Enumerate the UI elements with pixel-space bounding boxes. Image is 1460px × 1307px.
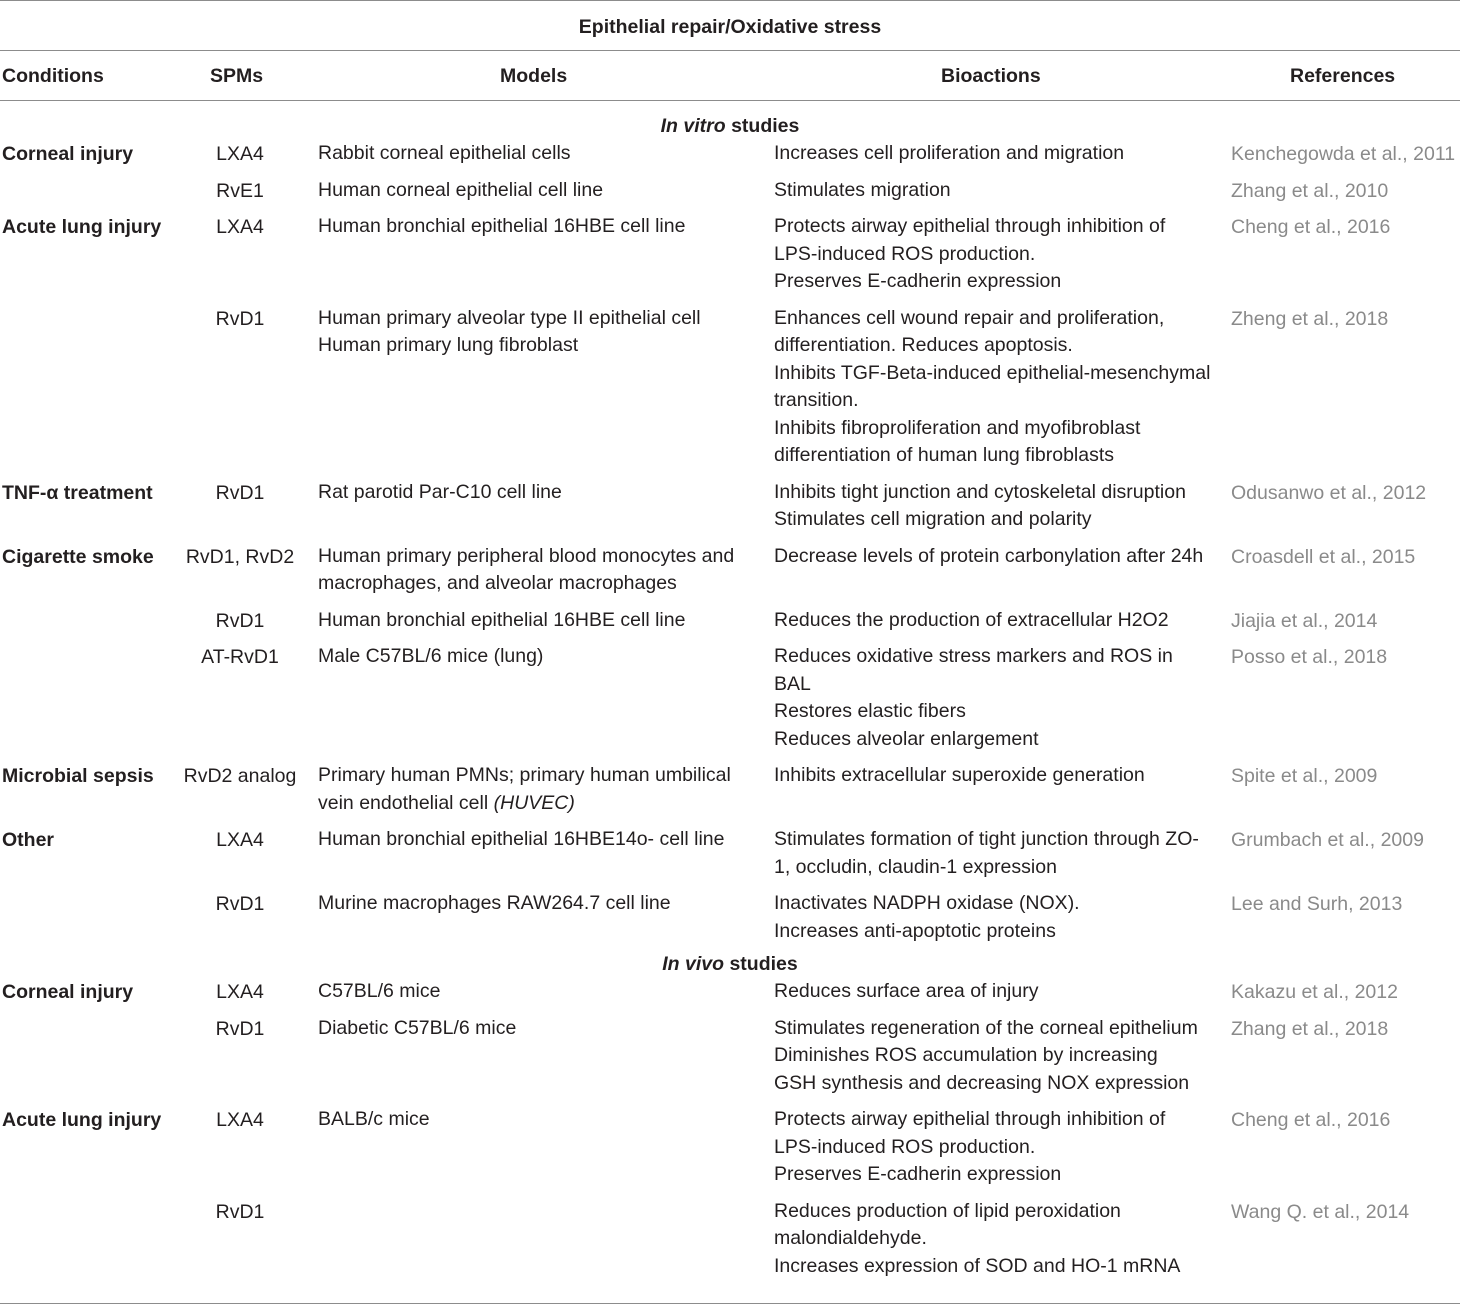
row-bioaction-line: Stimulates formation of tight junction through ZO- <box>774 828 1199 850</box>
header-spms: SPMs <box>210 65 264 87</box>
row-model <box>318 479 562 507</box>
row-spm: RvD1 <box>215 609 265 632</box>
row-bioaction <box>774 1198 1180 1281</box>
row-bioaction-line: Reduces the production of extracellular H2O2 <box>774 608 1169 631</box>
row-bioaction-line: Protects airway epithelial through inhibition of <box>774 215 1166 237</box>
section-label-rest: studies <box>725 115 800 137</box>
row-spm: RvD1 <box>215 307 265 330</box>
row-bioaction-line: Inhibits tight junction and cytoskeletal disruption <box>774 480 1186 503</box>
row-model-line: Human bronchial epithelial 16HBE cell line <box>318 608 686 631</box>
row-bioaction <box>774 607 1169 635</box>
row-reference: Zhang et al., 2010 <box>1231 179 1389 202</box>
row-spm: RvE1 <box>216 179 264 202</box>
row-bioaction-line: Preserves E-cadherin expression <box>774 270 1062 292</box>
section-label <box>0 112 1460 140</box>
header-references: References <box>1290 65 1396 87</box>
row-bioaction-line: Reduces oxidative stress markers and ROS in <box>774 645 1173 667</box>
row-bioaction-line: 1, occludin, claudin-1 expression <box>774 855 1057 878</box>
row-condition: Corneal injury <box>2 981 134 1003</box>
row-condition: Other <box>2 829 55 851</box>
row-spm: RvD1, RvD2 <box>185 545 295 568</box>
row-bioaction-line: Reduces surface area of injury <box>774 980 1039 1002</box>
row-model <box>318 1015 516 1043</box>
row-bioaction-line: Preserves E-cadherin expression <box>774 1163 1062 1185</box>
row-bioaction-line: Restores elastic fibers <box>774 700 966 722</box>
header-bioactions: Bioactions <box>941 65 1041 87</box>
row-model <box>318 890 671 918</box>
row-bioaction-line: transition. <box>774 389 859 411</box>
row-model-line: Human primary alveolar type II epithelial cell <box>318 306 701 329</box>
row-reference: Zheng et al., 2018 <box>1231 307 1389 330</box>
row-bioaction <box>774 1015 1198 1098</box>
row-model <box>318 213 685 241</box>
row-spm: RvD2 analog <box>183 765 297 787</box>
header-rule <box>0 100 1460 101</box>
row-model-line: Human bronchial epithelial 16HBE cell line <box>318 215 686 237</box>
row-bioaction-line: Inactivates NADPH oxidase (NOX). <box>774 892 1080 914</box>
row-reference: Kenchegowda et al., 2011 <box>1231 143 1456 165</box>
row-model-line: Human primary lung fibroblast <box>318 334 579 356</box>
row-bioaction-line: BAL <box>774 672 811 695</box>
row-model-abbrev: (HUVEC) <box>493 791 575 814</box>
row-model <box>318 762 731 817</box>
row-bioaction-line: differentiation. Reduces apoptosis. <box>774 334 1073 356</box>
row-condition: Acute lung injury <box>2 1109 162 1131</box>
row-model-line: vein endothelial cell (HUVEC) <box>318 791 575 814</box>
table-title: Epithelial repair/Oxidative stress <box>578 16 882 38</box>
row-bioaction-line: Reduces production of lipid peroxidation <box>774 1199 1121 1222</box>
row-bioaction <box>774 890 1080 945</box>
row-model-line: Primary human PMNs; primary human umbilical <box>318 764 731 786</box>
row-spm: RvD1 <box>215 893 265 915</box>
header-models: Models <box>500 65 568 87</box>
row-reference: Spite et al., 2009 <box>1231 765 1378 787</box>
row-spm: RvD1 <box>215 1017 265 1040</box>
row-model <box>318 978 440 1006</box>
row-bioaction-line: Inhibits extracellular superoxide generation <box>774 764 1145 786</box>
row-reference: Jiajia et al., 2014 <box>1231 609 1378 632</box>
row-spm: LXA4 <box>216 829 264 851</box>
row-bioaction-line: Protects airway epithelial through inhibition of <box>774 1108 1166 1130</box>
row-reference: Lee and Surh, 2013 <box>1231 893 1403 915</box>
row-reference: Kakazu et al., 2012 <box>1231 981 1398 1003</box>
row-bioaction-line: Reduces alveolar enlargement <box>774 727 1039 750</box>
row-model <box>318 607 685 635</box>
row-model-line: Diabetic C57BL/6 mice <box>318 1016 517 1039</box>
row-spm: RvD1 <box>215 481 265 504</box>
row-bioaction <box>774 305 1210 470</box>
row-spm: LXA4 <box>216 216 264 238</box>
row-model <box>318 643 543 671</box>
row-bioaction-line: Enhances cell wound repair and proliferation, <box>774 306 1165 329</box>
row-model <box>318 305 701 360</box>
row-reference: Wang Q. et al., 2014 <box>1231 1200 1410 1223</box>
row-model-line: Human corneal epithelial cell line <box>318 178 604 201</box>
row-model-line: macrophages, and alveolar macrophages <box>318 572 677 594</box>
row-bioaction <box>774 479 1186 534</box>
row-bioaction-line: Stimulates migration <box>774 178 951 201</box>
row-spm: RvD1 <box>215 1200 265 1223</box>
row-condition: Cigarette smoke <box>2 545 154 568</box>
row-reference: Cheng et al., 2016 <box>1231 1109 1391 1131</box>
row-model <box>318 177 603 205</box>
row-bioaction <box>774 213 1165 296</box>
row-model-line: Human primary peripheral blood monocytes and <box>318 544 735 567</box>
row-model <box>318 543 734 598</box>
row-reference: Cheng et al., 2016 <box>1231 216 1391 238</box>
row-reference: Zhang et al., 2018 <box>1231 1017 1389 1040</box>
row-bioaction-line: Increases cell proliferation and migration <box>774 142 1125 164</box>
row-spm: LXA4 <box>216 1109 264 1131</box>
section-label <box>0 950 1460 978</box>
row-bioaction <box>774 978 1038 1006</box>
row-bioaction-line: Inhibits fibroproliferation and myofibroblast <box>774 416 1141 439</box>
row-model-line: Male C57BL/6 mice (lung) <box>318 645 544 667</box>
row-model <box>318 140 571 168</box>
row-bioaction-line: differentiation of human lung fibroblasts <box>774 444 1115 466</box>
row-bioaction-line: Inhibits TGF-Beta-induced epithelial-mesenchymal <box>774 361 1211 384</box>
row-condition: Microbial sepsis <box>2 765 154 787</box>
section-label-rest: studies <box>724 953 798 975</box>
row-model <box>318 826 724 854</box>
row-bioaction-line: Decrease levels of protein carbonylation after 24h <box>774 544 1204 567</box>
row-bioaction-line: GSH synthesis and decreasing NOX expression <box>774 1071 1190 1094</box>
row-model-line: C57BL/6 mice <box>318 980 441 1002</box>
row-condition: Corneal injury <box>2 143 134 165</box>
row-bioaction <box>774 177 951 205</box>
title-rule <box>0 50 1460 51</box>
row-bioaction-line: Increases expression of SOD and HO-1 mRNA <box>774 1254 1181 1277</box>
section-label-em: In vitro <box>660 115 726 137</box>
row-bioaction-line: LPS-induced ROS production. <box>774 242 1036 265</box>
row-model-line: Murine macrophages RAW264.7 cell line <box>318 892 671 914</box>
row-spm: LXA4 <box>216 143 264 165</box>
row-condition: Acute lung injury <box>2 216 162 238</box>
row-bioaction <box>774 140 1124 168</box>
header-conditions: Conditions <box>2 65 104 87</box>
row-bioaction-line: Stimulates regeneration of the corneal epithelium <box>774 1016 1198 1039</box>
row-model <box>318 1106 430 1134</box>
row-condition: TNF-α treatment <box>2 481 153 504</box>
row-bioaction-line: Increases anti-apoptotic proteins <box>774 919 1056 942</box>
row-spm: LXA4 <box>216 981 264 1003</box>
row-reference: Grumbach et al., 2009 <box>1231 829 1424 851</box>
row-bioaction <box>774 643 1173 753</box>
row-spm: AT-RvD1 <box>201 646 279 668</box>
top-rule <box>0 0 1460 1</box>
row-model-line: Rat parotid Par-C10 cell line <box>318 480 562 503</box>
section-label-em: In vivo <box>662 953 725 975</box>
row-bioaction-line: Diminishes ROS accumulation by increasing <box>774 1044 1158 1066</box>
row-bioaction <box>774 762 1145 790</box>
row-reference: Posso et al., 2018 <box>1231 646 1388 668</box>
row-bioaction-line: LPS-induced ROS production. <box>774 1135 1036 1158</box>
row-bioaction <box>774 1106 1165 1189</box>
row-bioaction <box>774 543 1203 571</box>
row-reference: Odusanwo et al., 2012 <box>1231 481 1427 504</box>
row-model-line: BALB/c mice <box>318 1108 430 1130</box>
row-bioaction <box>774 826 1199 881</box>
row-bioaction-line: Stimulates cell migration and polarity <box>774 508 1092 530</box>
row-model-line: Rabbit corneal epithelial cells <box>318 142 571 164</box>
bottom-rule <box>0 1303 1460 1304</box>
row-reference: Croasdell et al., 2015 <box>1231 545 1416 568</box>
row-model-line: Human bronchial epithelial 16HBE14o- cell line <box>318 828 725 850</box>
row-bioaction-line: malondialdehyde. <box>774 1227 927 1249</box>
